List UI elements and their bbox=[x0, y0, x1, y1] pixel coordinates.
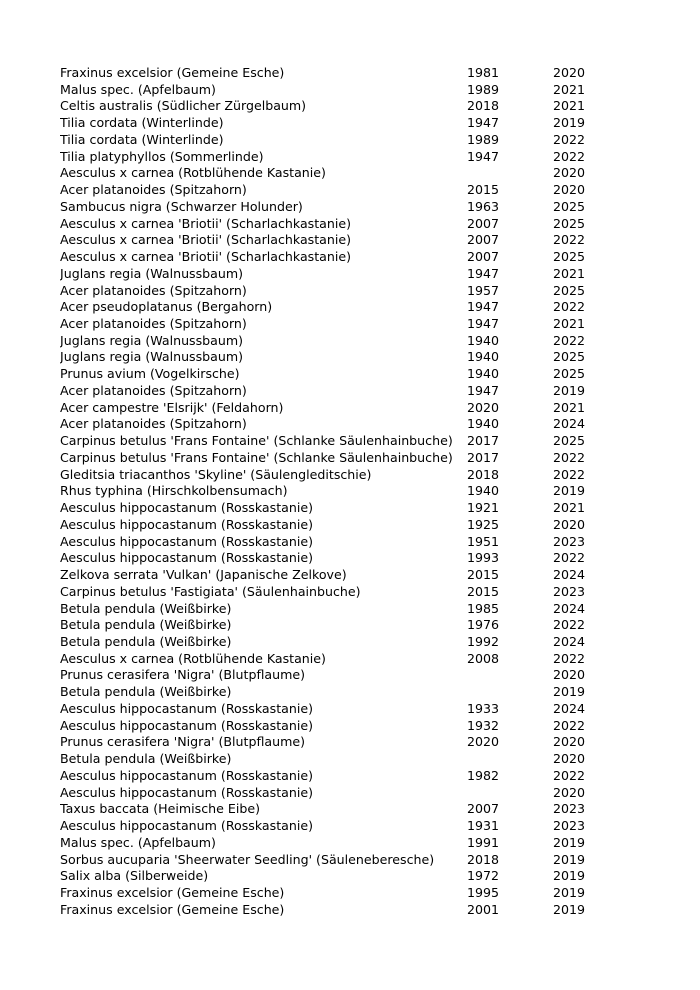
species-cell: Acer platanoides (Spitzahorn) bbox=[60, 416, 247, 432]
table-row bbox=[60, 65, 613, 82]
species-cell: Betula pendula (Weißbirke) bbox=[60, 751, 232, 767]
control-year-cell: 2023 bbox=[553, 818, 586, 834]
table-row bbox=[60, 182, 613, 199]
species-cell: Aesculus x carnea (Rotblühende Kastanie) bbox=[60, 650, 326, 666]
year-cell: 1925 bbox=[467, 516, 500, 532]
table-row bbox=[60, 684, 613, 701]
year-cell: 2007 bbox=[467, 232, 500, 248]
control-year-cell: 2025 bbox=[553, 433, 586, 449]
control-year-cell: 2022 bbox=[553, 232, 586, 248]
table-row bbox=[60, 534, 613, 551]
table-row bbox=[60, 132, 613, 149]
year-cell: 1940 bbox=[467, 483, 500, 499]
year-cell: 2007 bbox=[467, 801, 500, 817]
table-row bbox=[60, 450, 613, 467]
year-cell: 1963 bbox=[467, 198, 500, 214]
year-cell: 1940 bbox=[467, 366, 500, 382]
tree-table bbox=[60, 65, 613, 918]
control-year-cell: 2023 bbox=[553, 583, 586, 599]
control-year-cell: 2022 bbox=[553, 650, 586, 666]
control-year-cell: 2019 bbox=[553, 868, 586, 884]
species-cell: Juglans regia (Walnussbaum) bbox=[60, 265, 244, 281]
control-year-cell: 2019 bbox=[553, 115, 586, 131]
year-cell: 1951 bbox=[467, 533, 500, 549]
control-year-cell: 2024 bbox=[553, 567, 586, 583]
species-cell: Aesculus x carnea 'Briotii' (Scharlachkastanie) bbox=[60, 249, 352, 265]
year-cell: 1985 bbox=[467, 600, 500, 616]
year-cell: 2017 bbox=[467, 449, 500, 465]
species-cell: Betula pendula (Weißbirke) bbox=[60, 600, 232, 616]
species-cell: Fraxinus excelsior (Gemeine Esche) bbox=[60, 901, 285, 917]
species-cell: Carpinus betulus 'Frans Fontaine' (Schlanke Säulenhainbuche) bbox=[60, 433, 453, 449]
species-cell: Acer platanoides (Spitzahorn) bbox=[60, 382, 247, 398]
control-year-cell: 2019 bbox=[553, 483, 586, 499]
table-row bbox=[60, 115, 613, 132]
species-cell: Betula pendula (Weißbirke) bbox=[60, 684, 232, 700]
species-cell: Tilia cordata (Winterlinde) bbox=[60, 131, 224, 147]
control-year-cell: 2020 bbox=[553, 65, 586, 80]
year-cell: 2007 bbox=[467, 249, 500, 265]
year-cell: 2015 bbox=[467, 182, 500, 198]
species-cell: Aesculus hippocastanum (Rosskastanie) bbox=[60, 550, 313, 566]
table-row bbox=[60, 634, 613, 651]
table-row bbox=[60, 567, 613, 584]
year-cell: 1995 bbox=[467, 884, 500, 900]
species-cell: Juglans regia (Walnussbaum) bbox=[60, 349, 244, 365]
control-year-cell: 2022 bbox=[553, 767, 586, 783]
control-year-cell: 2020 bbox=[553, 667, 586, 683]
table-row bbox=[60, 199, 613, 216]
table-row bbox=[60, 651, 613, 668]
control-year-cell: 2024 bbox=[553, 633, 586, 649]
species-cell: Fraxinus excelsior (Gemeine Esche) bbox=[60, 884, 285, 900]
species-cell: Tilia cordata (Winterlinde) bbox=[60, 115, 224, 131]
year-cell: 2020 bbox=[467, 399, 500, 415]
year-cell: 1991 bbox=[467, 834, 500, 850]
control-year-cell: 2021 bbox=[553, 265, 586, 281]
control-year-cell: 2024 bbox=[553, 700, 586, 716]
species-cell: Malus spec. (Apfelbaum) bbox=[60, 834, 216, 850]
year-cell: 1947 bbox=[467, 316, 500, 332]
year-cell: 2017 bbox=[467, 433, 500, 449]
table-row bbox=[60, 416, 613, 433]
table-row bbox=[60, 517, 613, 534]
table-row bbox=[60, 299, 613, 316]
species-cell: Rhus typhina (Hirschkolbensumach) bbox=[60, 483, 288, 499]
species-cell: Aesculus hippocastanum (Rosskastanie) bbox=[60, 767, 313, 783]
control-year-cell: 2021 bbox=[553, 98, 586, 114]
control-year-cell: 2021 bbox=[553, 81, 586, 97]
year-cell: 2018 bbox=[467, 851, 500, 867]
year-cell: 1940 bbox=[467, 349, 500, 365]
table-row bbox=[60, 768, 613, 785]
year-cell: 1982 bbox=[467, 767, 500, 783]
species-cell: Aesculus hippocastanum (Rosskastanie) bbox=[60, 717, 313, 733]
year-cell: 1993 bbox=[467, 550, 500, 566]
control-year-cell: 2022 bbox=[553, 717, 586, 733]
year-cell: 1947 bbox=[467, 115, 500, 131]
table-row bbox=[60, 216, 613, 233]
species-cell: Prunus cerasifera 'Nigra' (Blutpflaume) bbox=[60, 667, 306, 683]
table-row bbox=[60, 149, 613, 166]
species-cell: Aesculus hippocastanum (Rosskastanie) bbox=[60, 500, 313, 516]
species-cell: Fraxinus excelsior (Gemeine Esche) bbox=[60, 65, 285, 80]
year-cell: 1940 bbox=[467, 416, 500, 432]
species-cell: Carpinus betulus 'Frans Fontaine' (Schlanke Säulenhainbuche) bbox=[60, 449, 453, 465]
table-row bbox=[60, 467, 613, 484]
control-year-cell: 2019 bbox=[553, 382, 586, 398]
year-cell: 1931 bbox=[467, 818, 500, 834]
control-year-cell: 2023 bbox=[553, 801, 586, 817]
species-cell: Acer platanoides (Spitzahorn) bbox=[60, 182, 247, 198]
table-row bbox=[60, 835, 613, 852]
species-cell: Aesculus hippocastanum (Rosskastanie) bbox=[60, 784, 313, 800]
species-cell: Acer platanoides (Spitzahorn) bbox=[60, 316, 247, 332]
control-year-cell: 2024 bbox=[553, 416, 586, 432]
table-row bbox=[60, 550, 613, 567]
control-year-cell: 2021 bbox=[553, 399, 586, 415]
control-year-cell: 2022 bbox=[553, 550, 586, 566]
species-cell: Aesculus x carnea (Rotblühende Kastanie) bbox=[60, 165, 326, 181]
species-cell: Carpinus betulus 'Fastigiata' (Säulenhainbuche) bbox=[60, 583, 361, 599]
table-row bbox=[60, 751, 613, 768]
table-row bbox=[60, 584, 613, 601]
species-cell: Tilia platyphyllos (Sommerlinde) bbox=[60, 148, 264, 164]
species-cell: Celtis australis (Südlicher Zürgelbaum) bbox=[60, 98, 307, 114]
species-cell: Aesculus hippocastanum (Rosskastanie) bbox=[60, 516, 313, 532]
control-year-cell: 2021 bbox=[553, 500, 586, 516]
control-year-cell: 2024 bbox=[553, 600, 586, 616]
control-year-cell: 2019 bbox=[553, 901, 586, 917]
year-cell bbox=[467, 785, 553, 802]
table-row bbox=[60, 852, 613, 869]
table-row bbox=[60, 718, 613, 735]
control-year-cell: 2021 bbox=[553, 316, 586, 332]
table-row bbox=[60, 601, 613, 618]
control-year-cell: 2020 bbox=[553, 165, 586, 181]
species-cell: Aesculus hippocastanum (Rosskastanie) bbox=[60, 533, 313, 549]
year-cell: 1921 bbox=[467, 500, 500, 516]
year-cell: 1992 bbox=[467, 633, 500, 649]
table-row bbox=[60, 500, 613, 517]
control-year-cell: 2025 bbox=[553, 349, 586, 365]
year-cell: 2007 bbox=[467, 215, 500, 231]
control-year-cell: 2025 bbox=[553, 366, 586, 382]
year-cell: 1947 bbox=[467, 382, 500, 398]
year-cell: 1957 bbox=[467, 282, 500, 298]
control-year-cell: 2025 bbox=[553, 282, 586, 298]
species-cell: Taxus baccata (Heimische Eibe) bbox=[60, 801, 260, 817]
table-row bbox=[60, 885, 613, 902]
control-year-cell: 2025 bbox=[553, 198, 586, 214]
year-cell: 2015 bbox=[467, 583, 500, 599]
table-row bbox=[60, 483, 613, 500]
species-cell: Aesculus hippocastanum (Rosskastanie) bbox=[60, 700, 313, 716]
species-cell: Aesculus hippocastanum (Rosskastanie) bbox=[60, 818, 313, 834]
year-cell: 1947 bbox=[467, 299, 500, 315]
year-cell bbox=[467, 684, 553, 701]
control-year-cell: 2020 bbox=[553, 751, 586, 767]
table-row bbox=[60, 734, 613, 751]
table-row bbox=[60, 98, 613, 115]
species-cell: Acer pseudoplatanus (Bergahorn) bbox=[60, 299, 273, 315]
control-year-cell: 2020 bbox=[553, 516, 586, 532]
control-year-cell: 2025 bbox=[553, 215, 586, 231]
control-year-cell: 2022 bbox=[553, 617, 586, 633]
control-year-cell: 2019 bbox=[553, 884, 586, 900]
control-year-cell: 2019 bbox=[553, 684, 586, 700]
year-cell: 1933 bbox=[467, 700, 500, 716]
year-cell: 1940 bbox=[467, 332, 500, 348]
species-cell: Juglans regia (Walnussbaum) bbox=[60, 332, 244, 348]
table-row bbox=[60, 617, 613, 634]
table-row bbox=[60, 249, 613, 266]
control-year-cell: 2020 bbox=[553, 784, 586, 800]
species-cell: Sorbus aucuparia 'Sheerwater Seedling' (Säuleneberesche) bbox=[60, 851, 435, 867]
species-cell: Aesculus x carnea 'Briotii' (Scharlachkastanie) bbox=[60, 232, 352, 248]
control-year-cell: 2022 bbox=[553, 131, 586, 147]
table-row bbox=[60, 266, 613, 283]
tree-table-body bbox=[60, 65, 613, 918]
table-row bbox=[60, 902, 613, 919]
table-row bbox=[60, 349, 613, 366]
year-cell: 1989 bbox=[467, 131, 500, 147]
table-row bbox=[60, 165, 613, 182]
species-cell: Betula pendula (Weißbirke) bbox=[60, 617, 232, 633]
table-row bbox=[60, 82, 613, 99]
control-year-cell: 2020 bbox=[553, 734, 586, 750]
year-cell: 2001 bbox=[467, 901, 500, 917]
control-year-cell: 2022 bbox=[553, 299, 586, 315]
year-cell: 2018 bbox=[467, 466, 500, 482]
control-year-cell: 2023 bbox=[553, 533, 586, 549]
year-cell: 1947 bbox=[467, 265, 500, 281]
year-cell bbox=[467, 165, 553, 182]
control-year-cell: 2019 bbox=[553, 834, 586, 850]
year-cell: 1947 bbox=[467, 148, 500, 164]
table-row bbox=[60, 868, 613, 885]
species-cell: Prunus avium (Vogelkirsche) bbox=[60, 366, 240, 382]
year-cell: 1932 bbox=[467, 717, 500, 733]
species-cell: Malus spec. (Apfelbaum) bbox=[60, 81, 216, 97]
control-year-cell: 2020 bbox=[553, 182, 586, 198]
species-cell: Aesculus x carnea 'Briotii' (Scharlachkastanie) bbox=[60, 215, 352, 231]
species-cell: Gleditsia triacanthos 'Skyline' (Säulengleditschie) bbox=[60, 466, 372, 482]
species-cell: Acer campestre 'Elsrijk' (Feldahorn) bbox=[60, 399, 284, 415]
species-cell: Zelkova serrata 'Vulkan' (Japanische Zelkove) bbox=[60, 567, 347, 583]
species-cell: Salix alba (Silberweide) bbox=[60, 868, 209, 884]
table-row bbox=[60, 801, 613, 818]
table-row bbox=[60, 400, 613, 417]
year-cell: 1972 bbox=[467, 868, 500, 884]
year-cell bbox=[467, 751, 553, 768]
year-cell: 1989 bbox=[467, 81, 500, 97]
table-row bbox=[60, 316, 613, 333]
year-cell: 1976 bbox=[467, 617, 500, 633]
table-row bbox=[60, 433, 613, 450]
year-cell: 2018 bbox=[467, 98, 500, 114]
table-row bbox=[60, 383, 613, 400]
table-row bbox=[60, 232, 613, 249]
table-row bbox=[60, 283, 613, 300]
species-cell: Acer platanoides (Spitzahorn) bbox=[60, 282, 247, 298]
table-row bbox=[60, 818, 613, 835]
control-year-cell: 2025 bbox=[553, 249, 586, 265]
species-cell: Prunus cerasifera 'Nigra' (Blutpflaume) bbox=[60, 734, 306, 750]
table-row bbox=[60, 667, 613, 684]
table-row bbox=[60, 785, 613, 802]
table-row bbox=[60, 701, 613, 718]
control-year-cell: 2022 bbox=[553, 449, 586, 465]
year-cell: 2008 bbox=[467, 650, 500, 666]
control-year-cell: 2022 bbox=[553, 466, 586, 482]
species-cell: Sambucus nigra (Schwarzer Holunder) bbox=[60, 198, 303, 214]
table-row bbox=[60, 366, 613, 383]
control-year-cell: 2022 bbox=[553, 148, 586, 164]
table-row bbox=[60, 333, 613, 350]
year-cell: 2020 bbox=[467, 734, 500, 750]
species-cell: Betula pendula (Weißbirke) bbox=[60, 633, 232, 649]
control-year-cell: 2019 bbox=[553, 851, 586, 867]
year-cell bbox=[467, 667, 553, 684]
year-cell: 2015 bbox=[467, 567, 500, 583]
control-year-cell: 2022 bbox=[553, 332, 586, 348]
year-cell: 1981 bbox=[467, 65, 500, 80]
